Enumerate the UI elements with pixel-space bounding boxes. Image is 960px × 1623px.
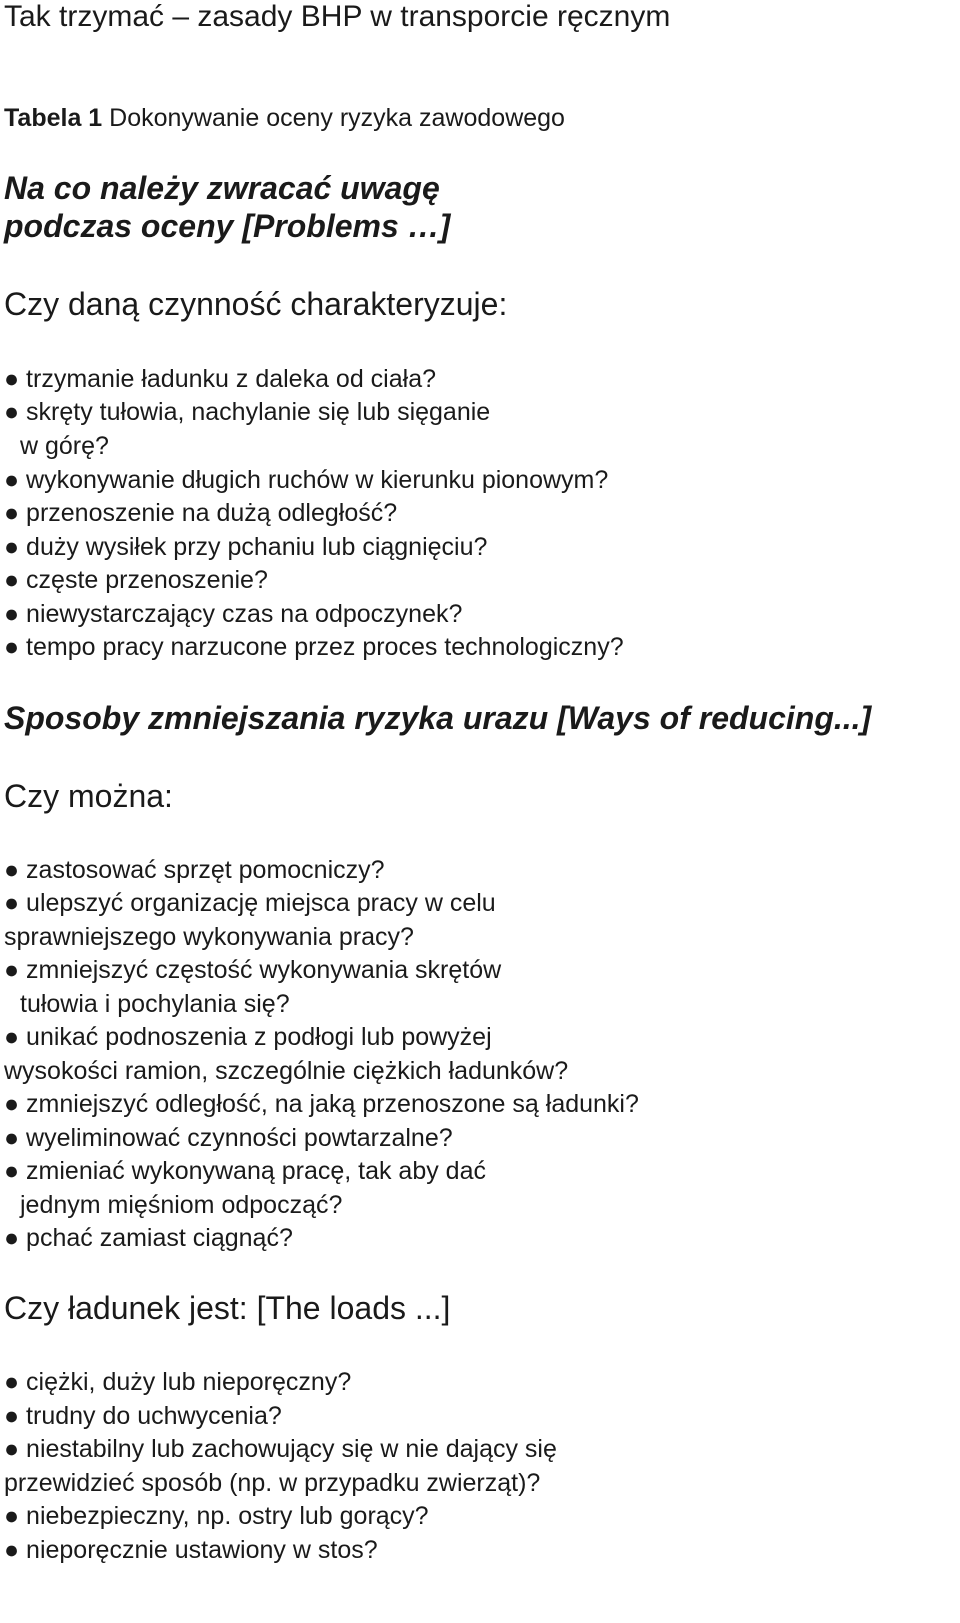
list-item: ● zmniejszyć odległość, na jaką przenoszone są ładunki? <box>4 1090 639 1118</box>
list-item: ● ulepszyć organizację miejsca pracy w celu <box>4 889 496 917</box>
list-item: ● pchać zamiast ciągnąć? <box>4 1224 293 1252</box>
page-title: Tak trzymać – zasady BHP w transporcie ręcznym <box>4 0 671 33</box>
list-item: ● ciężki, duży lub nieporęczny? <box>4 1368 352 1396</box>
list-item: ● unikać podnoszenia z podłogi lub powyżej <box>4 1023 492 1051</box>
list-item-continuation: tułowia i pochylania się? <box>20 990 290 1018</box>
list-item: ● częste przenoszenie? <box>4 566 268 594</box>
list-item: ● wyeliminować czynności powtarzalne? <box>4 1124 453 1152</box>
list-item: ● zmniejszyć częstość wykonywania skrętów <box>4 956 502 984</box>
list-item-continuation: w górę? <box>20 432 109 460</box>
section3-question: Czy ładunek jest: [The loads ...] <box>4 1290 451 1326</box>
table-caption <box>4 106 565 131</box>
table-label: Tabela 1 <box>4 104 103 132</box>
section2-heading: Sposoby zmniejszania ryzyka urazu [Ways of reducing...] <box>4 700 872 736</box>
list-item: ● duży wysiłek przy pchaniu lub ciągnięciu? <box>4 533 488 561</box>
list-item: ● tempo pracy narzucone przez proces technologiczny? <box>4 633 624 661</box>
list-item: ● przenoszenie na dużą odległość? <box>4 499 398 527</box>
section2-question: Czy można: <box>4 778 173 814</box>
section1-heading-line1: Na co należy zwracać uwagę <box>4 170 440 206</box>
list-item-continuation: sprawniejszego wykonywania pracy? <box>4 923 414 951</box>
list-item-continuation: jednym mięśniom odpocząć? <box>20 1191 343 1219</box>
list-item: ● trudny do uchwycenia? <box>4 1402 282 1430</box>
table-caption-text: Dokonywanie oceny ryzyka zawodowego <box>109 104 565 132</box>
list-item: ● zmieniać wykonywaną pracę, tak aby dać <box>4 1157 486 1185</box>
list-item: ● skręty tułowia, nachylanie się lub sięganie <box>4 398 491 426</box>
list-item: ● wykonywanie długich ruchów w kierunku pionowym? <box>4 466 609 494</box>
list-item: ● nieporęcznie ustawiony w stos? <box>4 1536 378 1564</box>
list-item: ● niebezpieczny, np. ostry lub gorący? <box>4 1502 429 1530</box>
section1-question: Czy daną czynność charakteryzuje: <box>4 286 508 322</box>
list-item: ● niestabilny lub zachowujący się w nie dający się <box>4 1435 557 1463</box>
list-item-continuation: przewidzieć sposób (np. w przypadku zwierząt)? <box>4 1469 541 1497</box>
list-item: ● niewystarczający czas na odpoczynek? <box>4 600 463 628</box>
list-item: ● trzymanie ładunku z daleka od ciała? <box>4 365 437 393</box>
list-item: ● zastosować sprzęt pomocniczy? <box>4 856 385 884</box>
list-item-continuation: wysokości ramion, szczególnie ciężkich ładunków? <box>4 1057 569 1085</box>
section1-heading-line2: podczas oceny [Problems …] <box>4 208 451 244</box>
